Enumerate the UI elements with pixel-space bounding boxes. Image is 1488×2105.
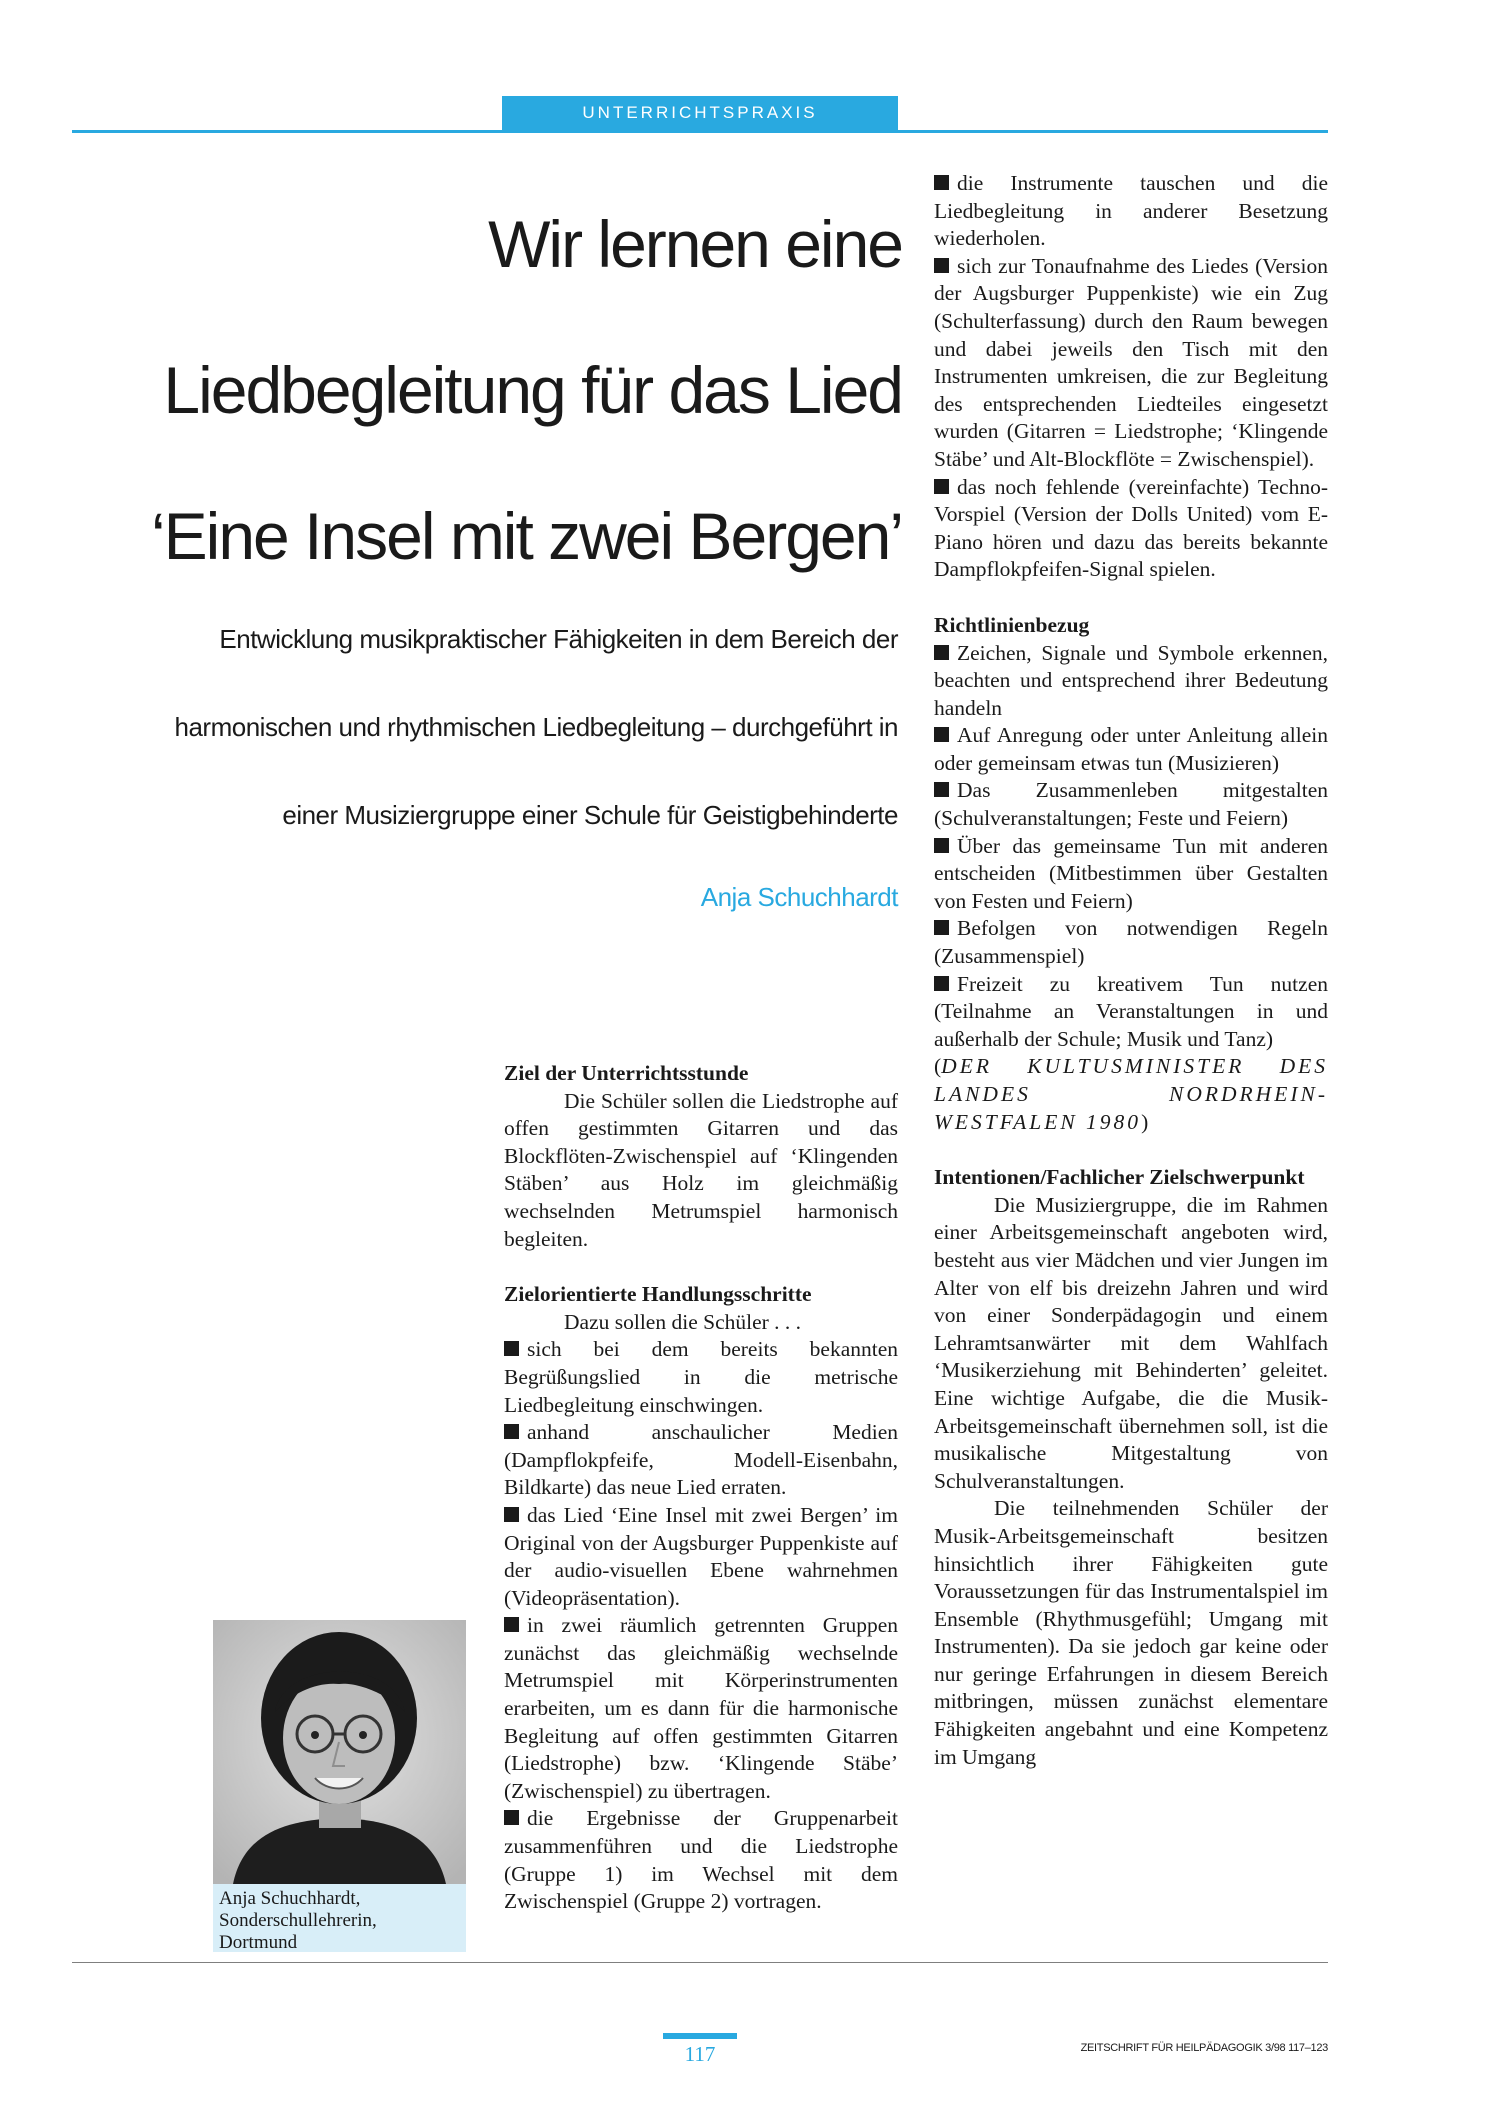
list-item: Befolgen von notwendigen Regeln (Zusammenspiel) [934, 915, 1328, 970]
caption-line: Anja Schuchhardt, [219, 1888, 361, 1909]
footer-rule [72, 1962, 1328, 1963]
source-text: DER KULTUSMINISTER DES LANDES NORDRHEIN-WESTFALEN 1980 [934, 1054, 1328, 1134]
steps-intro: Dazu sollen die Schüler . . . [564, 1309, 802, 1334]
subtitle-line-3: einer Musiziergruppe einer Schule für Geistigbehinderte [282, 800, 898, 830]
list-item: sich bei dem bereits bekannten Begrüßungslied in die metrische Liedbegleitung einschwingen. [504, 1336, 898, 1419]
title-line-3: ‘Eine Insel mit zwei Bergen’ [150, 499, 902, 573]
heading-guidelines: Richtlinienbezug [934, 612, 1090, 637]
subtitle-line-1: Entwicklung musikpraktischer Fähigkeiten in dem Bereich der [219, 624, 898, 654]
page-number-tab [663, 2033, 737, 2039]
list-item: die Ergebnisse der Gruppenarbeit zusammenführen und die Liedstrophe (Gruppe 1) im Wechsel mit dem Zwischenspiel (Gruppe 2) vortragen. [504, 1805, 898, 1915]
heading-intentions: Intentionen/Fachlicher Zielschwerpunkt [934, 1165, 1305, 1190]
list-item: das noch fehlende (vereinfachte) Techno-Vorspiel (Version der Dolls United) vom E-Piano hören und dazu das bereits bekannte Dampflokpfeifen-Signal spielen. [934, 474, 1328, 584]
source-open: ( [934, 1054, 942, 1079]
intentions-paragraph-1: Die Musiziergruppe, die im Rahmen einer Arbeitsgemeinschaft angeboten wird, besteht aus vier Mädchen und vier Jungen im Alter von elf bis dreizehn Jahren und wird von einer Sonderpädagogin und einem Lehramtsanwärter mit dem Wahlfach ‘Musikerziehung mit Behinderten’ geleitet. Eine wichtige Aufgabe, die die Musik-Arbeitsgemeinschaft übernehmen soll, ist die musikalische Mitgestaltung von Schulveranstaltungen. [934, 1192, 1328, 1493]
list-item: Freizeit zu kreativem Tun nutzen (Teilnahme an Veranstaltungen in und außerhalb der Schule; Musik und Tanz) [934, 971, 1328, 1054]
caption-line: Sonderschullehrerin, [219, 1910, 377, 1931]
middle-column [504, 1060, 898, 1916]
list-item: das Lied ‘Eine Insel mit zwei Bergen’ im Original von der Augsburger Puppenkiste auf der audio-visuellen Ebene wahrnehmen (Videopräsentation). [504, 1502, 898, 1612]
heading-steps: Zielorientierte Handlungsschritte [504, 1282, 812, 1307]
source-citation [934, 1053, 1328, 1136]
list-item: Über das gemeinsame Tun mit anderen entscheiden (Mitbestimmen über Gestalten von Festen und Feiern) [934, 833, 1328, 916]
subtitle-line-2: harmonischen und rhythmischen Liedbegleitung – durchgeführt in [174, 712, 898, 742]
author-name: Anja Schuchhardt [700, 882, 898, 912]
list-item: Auf Anregung oder unter Anleitung allein oder gemeinsam etwas tun (Musizieren) [934, 722, 1328, 777]
intentions-paragraph-2: Die teilnehmenden Schüler der Musik-Arbeitsgemeinschaft besitzen hinsichtlich ihrer Fähigkeiten gute Voraussetzungen für das Instrumentalspiel im Ensemble (Rhythmusgefühl; Umgang mit Instrumenten). Da sie jedoch gar keine oder nur geringe Erfahrungen in diesem Bereich mitbringen, müssen zunächst elementare Fähigkeiten angebahnt und eine Kompetenz im Umgang [934, 1496, 1328, 1769]
goal-paragraph: Die Schüler sollen die Liedstrophe auf offen gestimmten Gitarren und das Blockflöten-Zwischenspiel auf ‘Klingenden Stäben’ aus Holz im gleichmäßig wechselnden Metrumspiel harmonisch begleiten. [504, 1088, 898, 1251]
right-column [934, 170, 1328, 1771]
page-number: 117 [684, 2042, 716, 2066]
caption-line: Dortmund [219, 1932, 298, 1953]
photo-caption [213, 1884, 466, 1952]
section-label: UNTERRICHTSPRAXIS [502, 96, 898, 130]
header-rule [72, 130, 1328, 133]
list-item: die Instrumente tauschen und die Liedbegleitung in anderer Besetzung wiederholen. [934, 170, 1328, 253]
list-item: Zeichen, Signale und Symbole erkennen, beachten und entsprechend ihrer Bedeutung handeln [934, 640, 1328, 723]
title-line-2: Liedbegleitung für das Lied [163, 353, 902, 427]
title-line-1: Wir lernen eine [488, 207, 902, 281]
list-item: sich zur Tonaufnahme des Liedes (Version der Augsburger Puppenkiste) wie ein Zug (Schulterfassung) durch den Raum bewegen und dabei jeweils den Tisch mit den Instrumenten umkreisen, die zur Begleitung des entsprechenden Liedteiles eingesetzt wurden (Gitarren = Liedstrophe; ‘Klingende Stäbe’ und Alt-Blockflöte = Zwischenspiel). [934, 253, 1328, 474]
list-item: Das Zusammenleben mitgestalten (Schulveranstaltungen; Feste und Feiern) [934, 777, 1328, 832]
list-item: anhand anschaulicher Medien (Dampflokpfeife, Modell-Eisenbahn, Bildkarte) das neue Lied erraten. [504, 1419, 898, 1502]
journal-reference: ZEITSCHRIFT FÜR HEILPÄDAGOGIK 3/98 117–123 [1080, 2042, 1328, 2054]
list-item: in zwei räumlich getrennten Gruppen zunächst das gleichmäßig wechselnde Metrumspiel mit Körperinstrumenten erarbeiten, um es dann für die harmonische Begleitung auf offen gestimmten Gitarren (Liedstrophe) bzw. ‘Klingende Stäbe’ (Zwischenspiel) zu übertragen. [504, 1612, 898, 1805]
heading-goal: Ziel der Unterrichtsstunde [504, 1061, 749, 1085]
author-photo [213, 1620, 466, 1884]
portrait-illustration [213, 1620, 466, 1884]
source-close: ) [1141, 1109, 1149, 1134]
